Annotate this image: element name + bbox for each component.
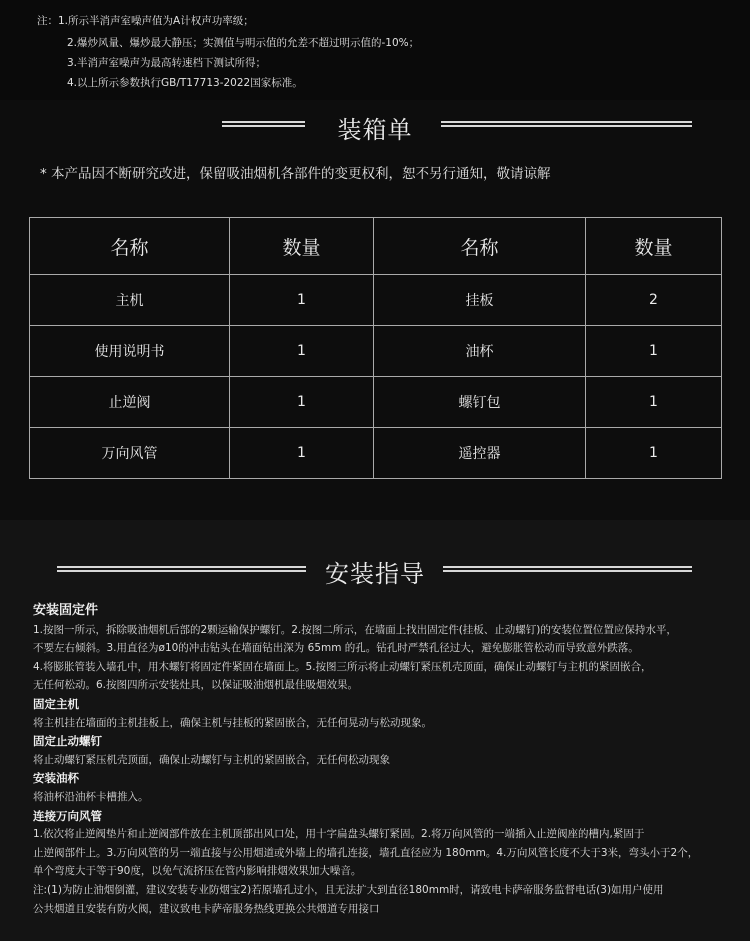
instruction-line: 将止动螺钉紧压机壳顶面，确保止动螺钉与主机的紧固嵌合，无任何松动现象: [33, 753, 390, 766]
install-title: 安装指导: [325, 560, 425, 588]
instruction-line: 不要左右倾斜。3.用直径为ø10的冲击钻头在墙面钻出深为 65mm 的孔。钻孔时严禁孔径过大，避免膨胀管松动而导致意外跌落。: [33, 642, 639, 655]
item-name: 主机: [30, 275, 230, 326]
item-qty: 1: [230, 377, 374, 428]
table-header-row: [30, 218, 722, 275]
title-divider-right: [441, 121, 692, 127]
title-divider-right: [443, 566, 692, 572]
item-name: 遥控器: [374, 428, 586, 479]
item-qty: 1: [586, 326, 722, 377]
packing-disclaimer: * 本产品因不断研究改进，保留吸油烟机各部件的变更权利，恕不另行通知，敬请谅解: [40, 166, 551, 182]
section-heading: 安装固定件: [33, 603, 99, 618]
note-line-3: 3.半消声室噪声为最高转速档下测试所得；: [67, 57, 267, 69]
instruction-line: 1.依次将止逆阀垫片和止逆阀部件放在主机顶部出风口处，用十字扁盘头螺钉紧固。2.将万向风管的一端插入止逆阀座的槽内,紧固于: [33, 828, 645, 841]
item-name: 止逆阀: [30, 377, 230, 428]
item-qty: 2: [586, 275, 722, 326]
section-heading: 连接万向风管: [33, 808, 102, 823]
packing-table: [29, 217, 722, 479]
note-line-4: 4.以上所示参数执行GB/T17713-2022国家标准。: [67, 77, 303, 89]
header-name: 名称: [30, 218, 230, 275]
packing-list-section: [0, 100, 750, 520]
instruction-line: 注:(1)为防止油烟倒灌，建议安装专业防烟宝2)若原墙孔过小，且无法扩大到直径180mm时，请致电卡萨帝服务监督电话(3)如用户使用: [33, 883, 664, 896]
notes-section: [0, 0, 750, 100]
instruction-line: 单个弯度大于等于90度，以免气流挤压在管内影响排烟效果加大噪音。: [33, 865, 362, 878]
packing-title-row: [0, 107, 750, 147]
note-line-2: 2.爆炒风量、爆炒最大静压；实测值与明示值的允差不超过明示值的-10%；: [67, 37, 420, 49]
instruction-line: 将主机挂在墙面的主机挂板上，确保主机与挂板的紧固嵌合，无任何晃动与松动现象。: [33, 716, 432, 729]
table-row: [30, 428, 722, 479]
header-qty: 数量: [230, 218, 374, 275]
item-name: 挂板: [374, 275, 586, 326]
instruction-line: 将油杯沿油杯卡槽推入。: [33, 790, 149, 803]
header-name: 名称: [374, 218, 586, 275]
table-row: [30, 326, 722, 377]
item-name: 螺钉包: [374, 377, 586, 428]
section-heading: 安装油杯: [33, 771, 79, 786]
header-qty: 数量: [586, 218, 722, 275]
instruction-line: 1.按图一所示，拆除吸油烟机后部的2颗运输保护螺钉。2.按图二所示，在墙面上找出固定件(挂板、止动螺钉)的安装位置位置应保持水平，: [33, 623, 677, 636]
instruction-line: 无任何松动。6.按图四所示安装灶具，以保证吸油烟机最佳吸烟效果。: [33, 679, 359, 692]
item-name: 油杯: [374, 326, 586, 377]
item-qty: 1: [586, 377, 722, 428]
table-row: [30, 275, 722, 326]
item-qty: 1: [230, 428, 374, 479]
install-instructions: [33, 602, 723, 918]
item-name: 万向风管: [30, 428, 230, 479]
item-qty: 1: [230, 326, 374, 377]
install-title-row: [0, 550, 750, 590]
instruction-line: 公共烟道且安装有防火阀，建议致电卡萨帝服务热线更换公共烟道专用接口: [33, 902, 380, 915]
item-qty: 1: [230, 275, 374, 326]
instruction-line: 止逆阀部件上。3.万向风管的另一端直接与公用烟道或外墙上的墙孔连接，墙孔直径应为 180mm。4.万向风管长度不大于3米，弯头小于2个，: [33, 846, 699, 859]
table-row: [30, 377, 722, 428]
section-heading: 固定主机: [33, 696, 79, 711]
section-heading: 固定止动螺钉: [33, 734, 102, 749]
item-qty: 1: [586, 428, 722, 479]
item-name: 使用说明书: [30, 326, 230, 377]
installation-guide-section: [0, 520, 750, 941]
note-line-1: 注：1.所示半消声室噪声值为A计权声功率级；: [37, 15, 254, 27]
packing-title: 装箱单: [337, 116, 413, 144]
instruction-line: 4.将膨胀管装入墙孔中，用木螺钉将固定件紧固在墙面上。5.按图三所示将止动螺钉紧压机壳顶面，确保止动螺钉与主机的紧固嵌合，: [33, 660, 652, 673]
